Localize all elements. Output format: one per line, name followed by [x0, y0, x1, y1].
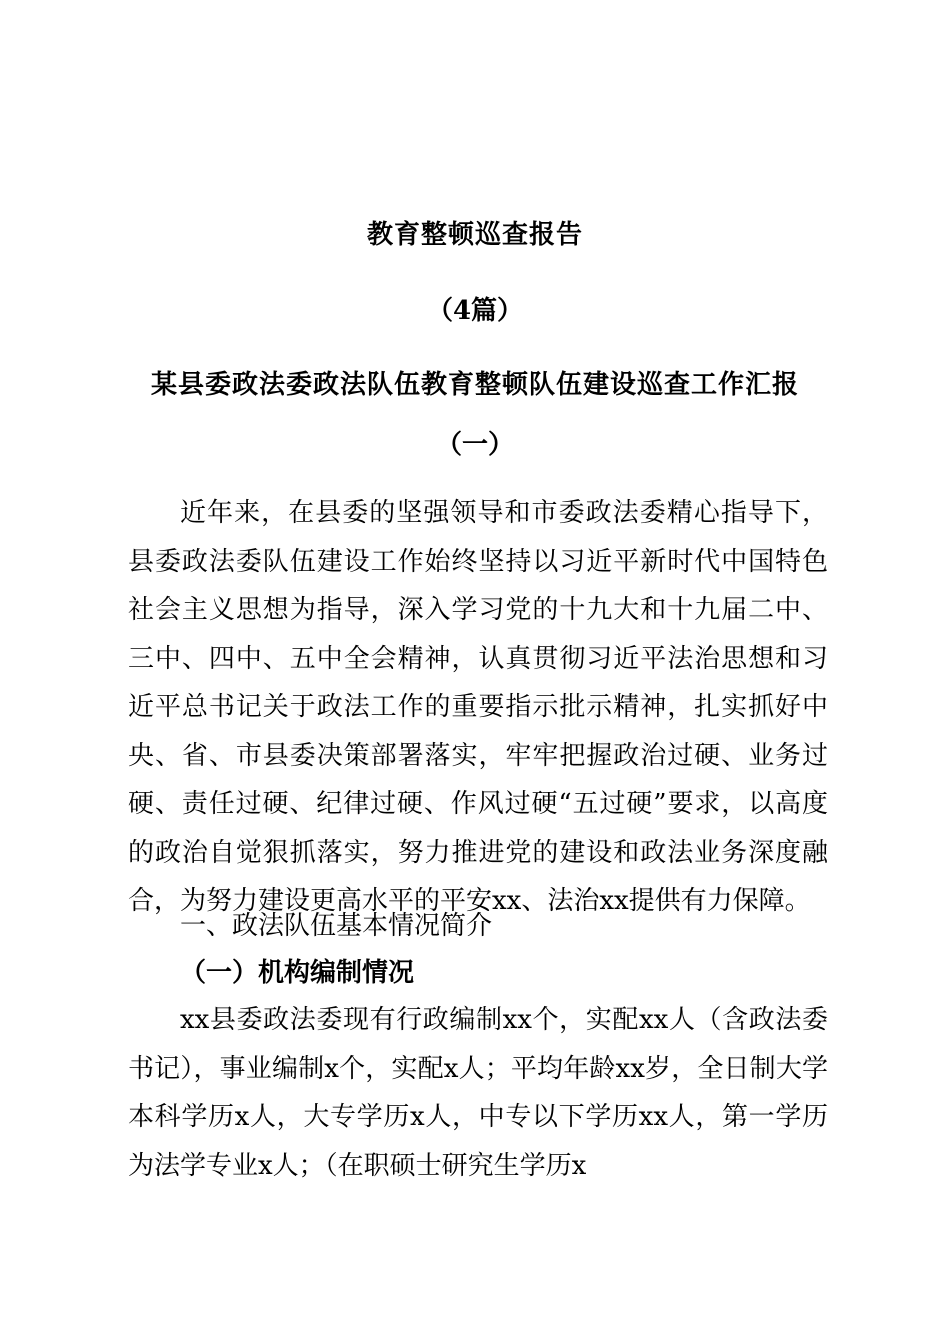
article-count-label: （4篇）: [426, 296, 524, 326]
report-subtitle: 某县委政法委政法队伍教育整顿队伍建设巡查工作汇报: [150, 370, 799, 400]
document-title: 教育整顿巡查报告: [366, 220, 583, 250]
section-heading: 一、政法队伍基本情况简介: [180, 911, 493, 941]
staffing-paragraph: xx县委政法委现有行政编制xx个，实配xx人（含政法委书记），事业编制x个，实配x人；平均年龄xx岁，全日制大学本科学历x人，大专学历x人，中专以下学历xx人，第一学历为法学专业x人；（在职硕士研究生学历x: [128, 1005, 828, 1181]
subsection-heading: （一）机构编制情况: [180, 958, 415, 988]
part-number-label: （一）: [435, 430, 514, 460]
intro-paragraph: 近年来，在县委的坚强领导和市委政法委精心指导下，县委政法委队伍建设工作始终坚持以习近平新时代中国特色社会主义思想为指导，深入学习党的十九大和十九届二中、三中、四中、五中全会精神，认真贯彻习近平法治思想和习近平总书记关于政法工作的重要指示批示精神，扎实抓好中央、省、市县委决策部署落实，牢牢把握政治过硬、业务过硬、责任过硬、纪律过硬、作风过硬“五过硬”要求，以高度的政治自觉狠抓落实，努力推进党的建设和政法业务深度融合，为努力建设更高水平的平安xx、法治xx提供有力保障。: [128, 498, 828, 916]
